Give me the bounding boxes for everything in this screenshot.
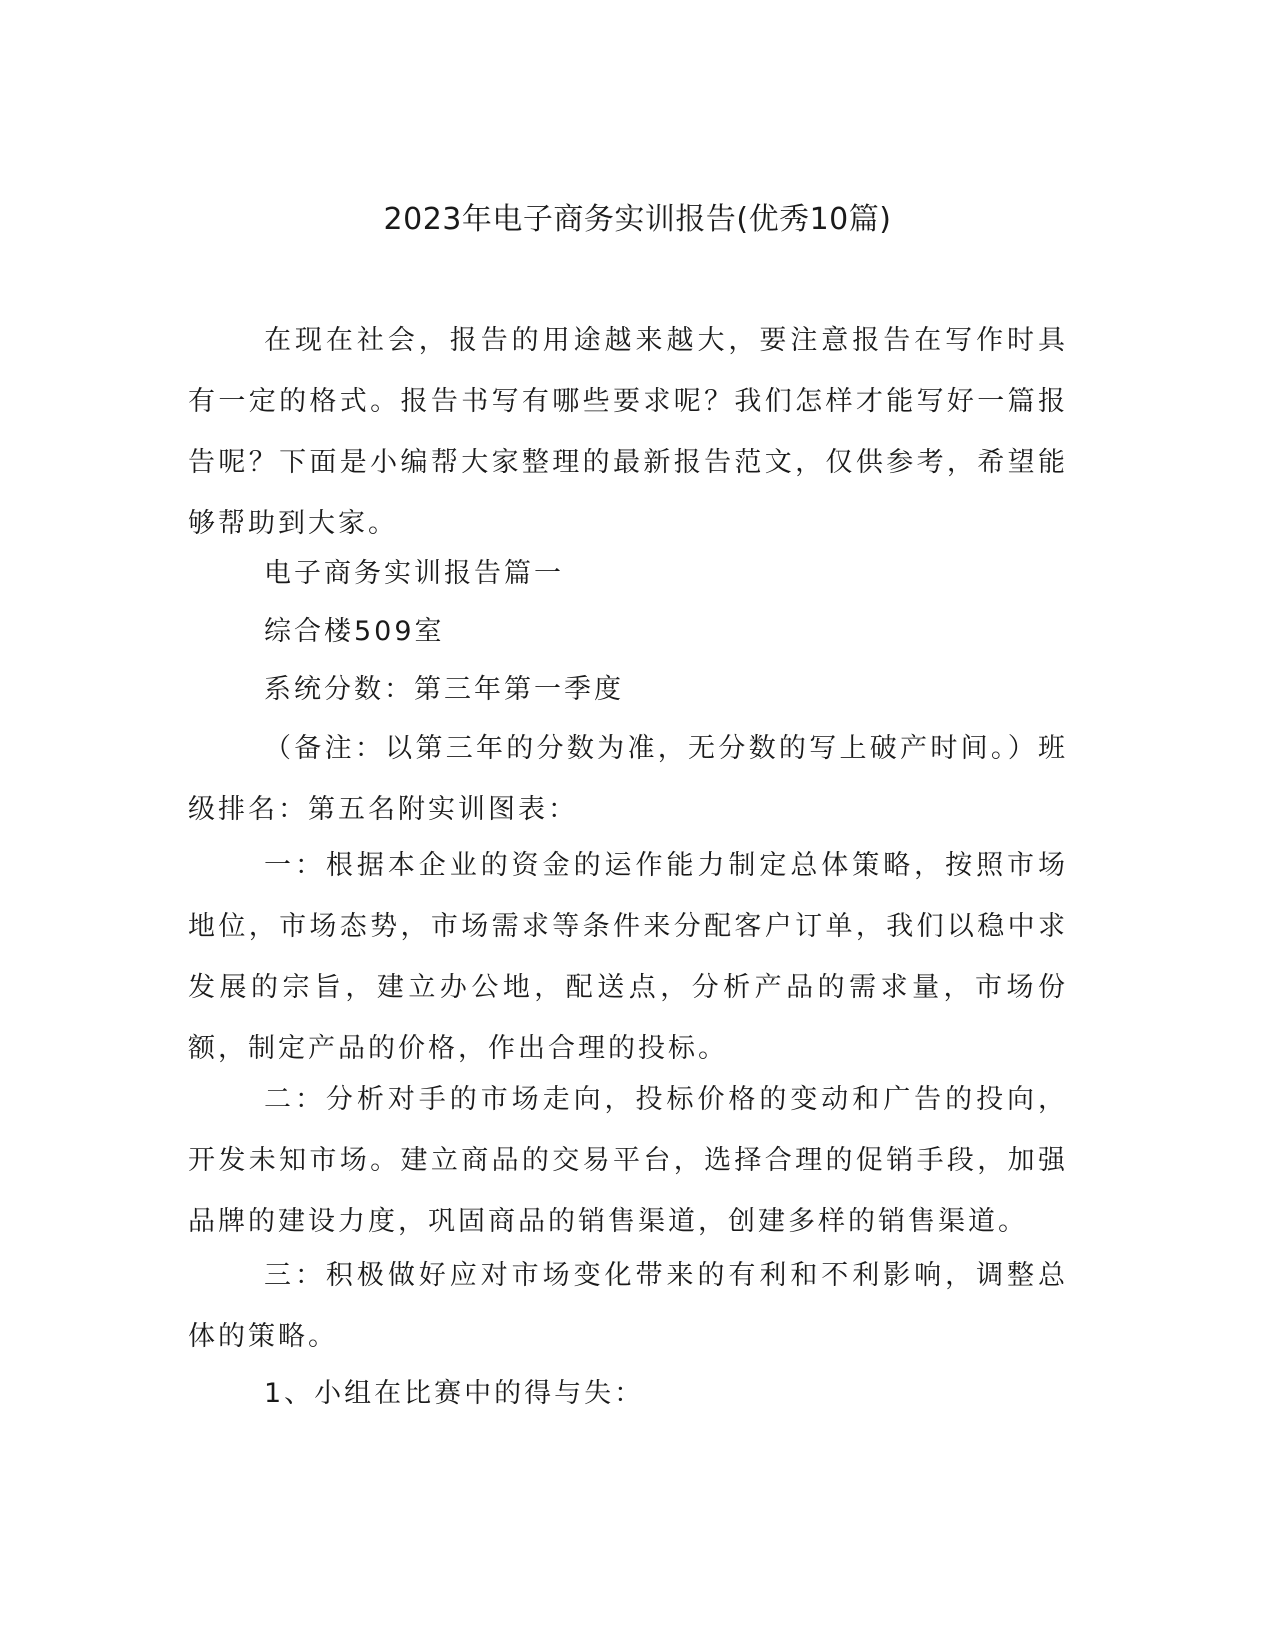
point-two-paragraph: 二：分析对手的市场走向，投标价格的变动和广告的投向，开发未知市场。建立商品的交易平台，选择合理的促销手段，加强品牌的建设力度，巩固商品的销售渠道，创建多样的销售渠道。 <box>188 1084 1068 1237</box>
room-line: 综合楼509室 <box>264 616 445 647</box>
section-heading: 电子商务实训报告篇一 <box>264 558 564 589</box>
subheading-gains-losses: 1、小组在比赛中的得与失： <box>264 1378 645 1409</box>
intro-paragraph: 在现在社会，报告的用途越来越大，要注意报告在写作时具有一定的格式。报告书写有哪些要求呢？我们怎样才能写好一篇报告呢？下面是小编帮大家整理的最新报告范文，仅供参考，希望能够帮助到大家。 <box>188 325 1068 539</box>
point-three-paragraph: 三：积极做好应对市场变化带来的有利和不利影响，调整总体的策略。 <box>188 1260 1068 1352</box>
document-title: 2023年电子商务实训报告(优秀10篇) <box>383 202 892 237</box>
system-score-line: 系统分数：第三年第一季度 <box>264 674 624 705</box>
point-one-paragraph: 一：根据本企业的资金的运作能力制定总体策略，按照市场地位，市场态势，市场需求等条件来分配客户订单，我们以稳中求发展的宗旨，建立办公地，配送点，分析产品的需求量，市场份额，制定产品的价格，作出合理的投标。 <box>188 850 1068 1064</box>
note-paragraph: （备注：以第三年的分数为准，无分数的写上破产时间。）班级排名：第五名附实训图表： <box>188 733 1068 825</box>
